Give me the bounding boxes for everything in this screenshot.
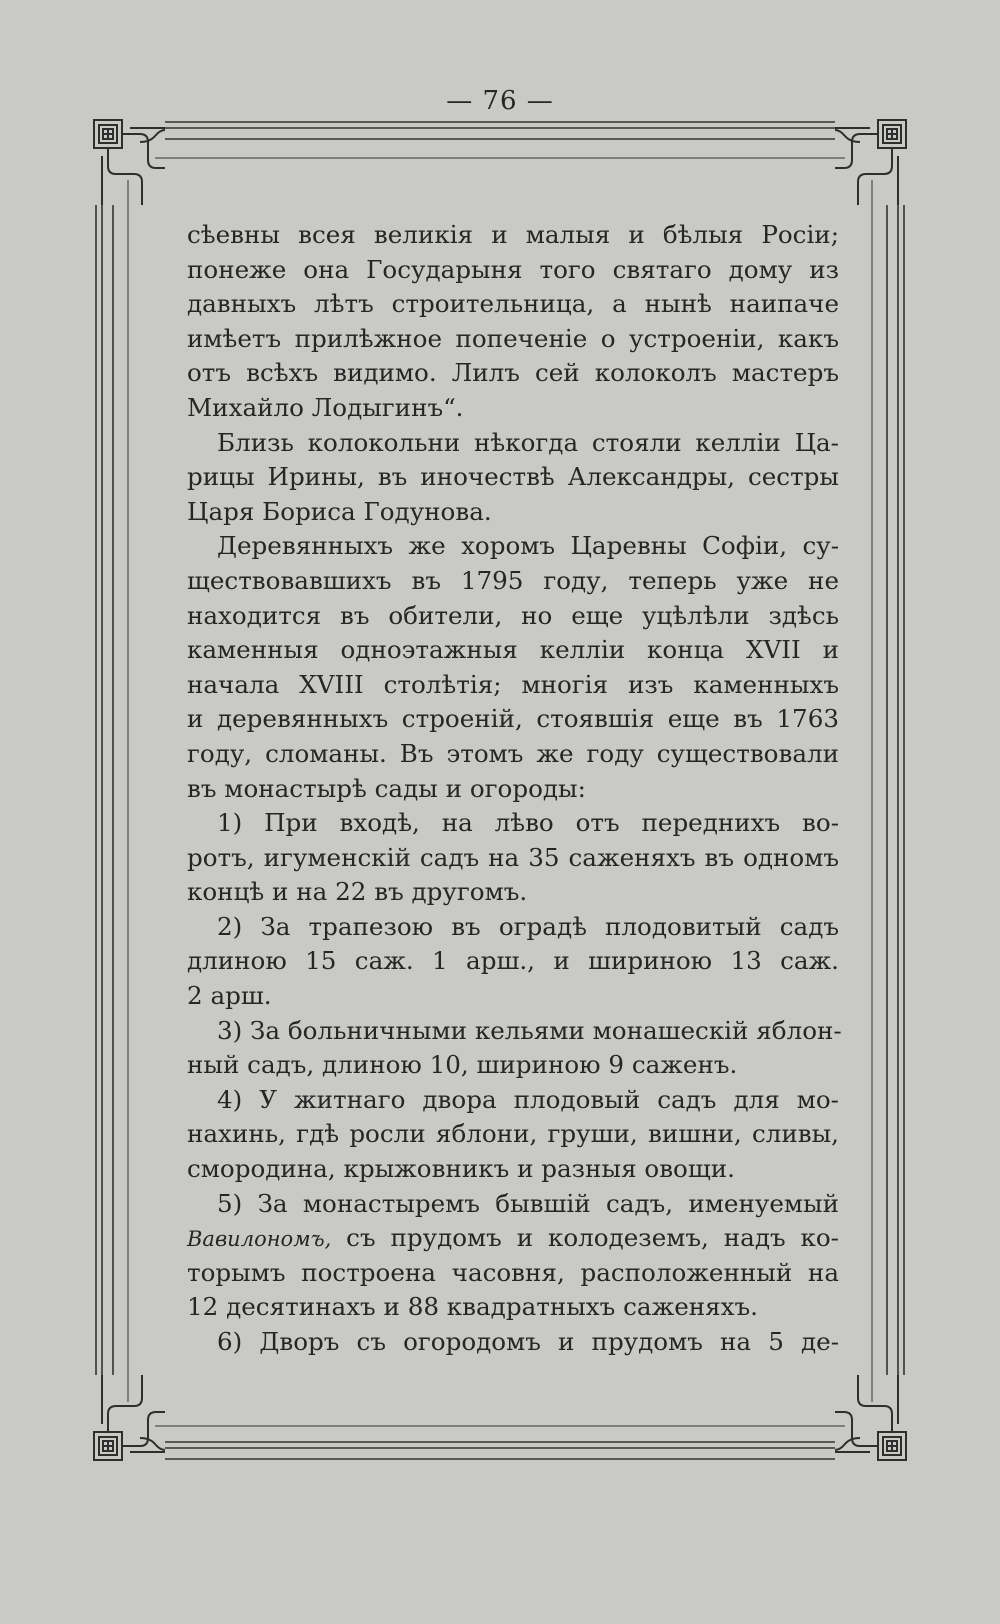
- page-number: — 76 —: [446, 86, 554, 116]
- text-line: 3) За больничными кельями монашескій яблон-: [217, 1015, 842, 1045]
- text-line: длиною 15 саж. 1 арш., и шириною 13 саж.: [187, 946, 839, 976]
- text-line: смородина, крыжовникъ и разныя овощи.: [187, 1154, 735, 1184]
- text-line: понеже она Государыня того святаго дому из: [187, 254, 839, 284]
- text-line: отъ всѣхъ видимо. Лилъ сей колоколъ мастеръ: [187, 358, 839, 388]
- text-line: находится въ обители, но еще уцѣлѣли здѣсь: [187, 600, 839, 630]
- text-line: нахинь, гдѣ росли яблони, груши, вишни, сливы,: [187, 1119, 839, 1149]
- text-line: ществовавшихъ въ 1795 году, теперь уже не: [187, 565, 839, 595]
- text-line: сѣевны всея великія и малыя и бѣлыя Росіи;: [187, 220, 839, 249]
- text-line: и деревянныхъ строеній, стоявшія еще въ 1763: [187, 704, 839, 734]
- corner-ornament-top-left: [94, 120, 165, 205]
- text-line: каменныя одноэтажныя келліи конца XVII и: [187, 635, 839, 665]
- text-line: году, сломаны. Въ этомъ же году существовали: [187, 738, 839, 768]
- text-line: 5) За монастыремъ бывшій садъ, именуемый: [217, 1188, 839, 1218]
- text-line: ный садъ, длиною 10, шириною 9 саженъ.: [187, 1050, 738, 1080]
- text-line: начала XVIII столѣтія; многія изъ каменныхъ: [187, 669, 839, 699]
- text-line: ротъ, игуменскій садъ на 35 саженяхъ въ одномъ: [187, 842, 839, 872]
- text-line: давныхъ лѣтъ строительница, а нынѣ наипаче: [187, 289, 839, 319]
- text-line: 12 десятинахъ и 88 квадратныхъ саженяхъ.: [187, 1292, 759, 1322]
- text-line: торымъ построена часовня, расположенный на: [187, 1257, 839, 1287]
- text-line: 4) У житнаго двора плодовый садъ для мо-: [217, 1084, 839, 1114]
- corner-ornament-bottom-right: [835, 1375, 906, 1460]
- italic-word: Вавилономъ,: [187, 1227, 332, 1252]
- text-line: 2) За трапезою въ оградѣ плодовитый садъ: [217, 911, 839, 941]
- body-text: [187, 218, 842, 1360]
- text-line: Царя Бориса Годунова.: [187, 496, 492, 526]
- text-line: 1) При входѣ, на лѣво отъ переднихъ во-: [217, 808, 839, 838]
- text-line: Близь колокольни нѣкогда стояли келліи Ца-: [217, 427, 839, 457]
- text-line: Деревянныхъ же хоромъ Царевны Софіи, су-: [217, 531, 839, 561]
- text-line: въ монастырѣ сады и огороды:: [187, 773, 586, 803]
- text-line: концѣ и на 22 въ другомъ.: [187, 877, 528, 907]
- corner-ornament-top-right: [835, 120, 906, 205]
- text-line: 6) Дворъ съ огородомъ и прудомъ на 5 де-: [217, 1327, 839, 1356]
- text-line: Михайло Лодыгинъ“.: [187, 392, 464, 422]
- text-line: рицы Ирины, въ иночествѣ Александры, сестры: [187, 462, 839, 492]
- corner-ornament-bottom-left: [94, 1375, 165, 1460]
- text-line: 2 арш.: [187, 981, 272, 1011]
- text-line: [187, 1221, 839, 1256]
- text-line: имѣетъ прилѣжное попеченіе о устроеніи, какъ: [187, 323, 839, 353]
- text-line-rest: съ прудомъ и колодеземъ, надъ ко-: [331, 1223, 839, 1253]
